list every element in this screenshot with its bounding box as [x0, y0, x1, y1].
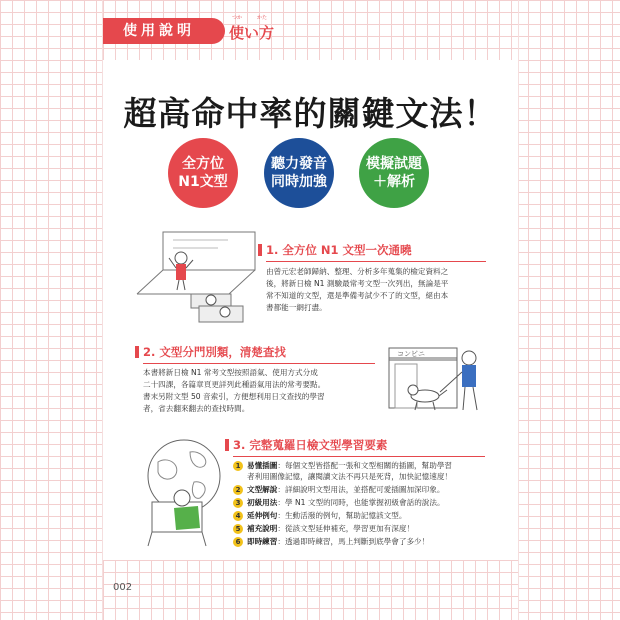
- section-1-heading: 1. 全方位 N1 文型一次通曉: [266, 242, 486, 262]
- list-key: 文型解說: [247, 485, 278, 494]
- list-text: ：透過即時練習，馬上判斷到底學會了多少！: [277, 537, 430, 546]
- badge-listening: [264, 138, 334, 208]
- list-number: 5: [233, 524, 243, 534]
- header-tab: 使用說明: [103, 18, 225, 44]
- section-2-line: 本書將新日檢 N1 常考文型按照語氣、使用方式分成: [143, 368, 318, 377]
- paper-grid-bottom: [103, 560, 518, 620]
- section-1-text: [266, 266, 491, 314]
- list-key: 易懂插圖: [247, 461, 278, 470]
- badge-line2: ＋解析: [373, 174, 415, 190]
- list-item: [233, 484, 444, 496]
- list-item: [233, 523, 414, 535]
- list-item-continued: [247, 471, 452, 483]
- list-key: 初級用法: [247, 498, 278, 507]
- list-text: ：從該文型延伸補充，學習更加有深度！: [277, 524, 415, 533]
- convenience-store-illustration: [385, 330, 495, 420]
- list-number: 4: [233, 511, 243, 521]
- section-1-line: 書都能一網打盡。: [266, 303, 327, 312]
- list-item: [233, 497, 445, 509]
- list-number: 6: [233, 537, 243, 547]
- section-2-line: 者，省去翻來翻去的查找時間。: [143, 404, 250, 413]
- header-subtitle-text: 使い方: [229, 24, 275, 42]
- header-subtitle: [229, 15, 275, 43]
- section-2-line: 書末另附文型 50 音索引，方便想利用日文查找的學習: [143, 392, 325, 401]
- list-item: [233, 536, 429, 548]
- list-text: ：學 N1 文型的同時，也能掌握初級會話的說法。: [277, 498, 445, 507]
- ruby-tsuka: つか: [232, 15, 243, 21]
- classroom-illustration: [133, 228, 263, 328]
- list-number: 1: [233, 461, 243, 471]
- list-text: ：詳細說明文型用法，並搭配可愛插圖加深印象。: [277, 485, 445, 494]
- section-1-line: 後，將新日檢 N1 測驗最常考文型一次列出，無論是平: [266, 279, 449, 288]
- section-2-heading: 2. 文型分門別類，清楚查找: [143, 344, 375, 364]
- page-title: 超高命中率的關鍵文法！: [123, 94, 498, 133]
- store-sign-text: コンビニ: [397, 350, 425, 358]
- badge-all-round: [168, 138, 238, 208]
- list-key: 補充說明: [247, 524, 278, 533]
- list-number: 2: [233, 485, 243, 495]
- section-2-line: 二十四課，各篇章頁更詳列此種語氣用法的常考要點。: [143, 380, 326, 389]
- badge-mock-test: [359, 138, 429, 208]
- list-key: 延伸例句: [247, 511, 278, 520]
- section-1-line: 由曾元宏老師歸納、整理、分析多年蒐集的檢定資料之: [266, 267, 449, 276]
- list-text: 者利用圖像記憶，讓閱讀文法不再只是死背，加快記憶速度！: [247, 472, 453, 481]
- ruby-kata: かた: [257, 15, 268, 21]
- list-text: ：每個文型皆搭配一張和文型相關的插圖，幫助學習: [277, 461, 453, 470]
- globe-student-illustration: [138, 436, 230, 548]
- list-text: ：生動活潑的例句，幫助記憶該文型。: [277, 511, 407, 520]
- section-1-line: 常不知道的文型，還是準備考試少不了的文型，絕由本: [266, 291, 449, 300]
- badge-line1: 模擬試題: [366, 156, 422, 172]
- badge-line1: 全方位: [182, 156, 224, 172]
- section-2-text: [143, 367, 383, 415]
- section-3-heading: 3. 完整蒐羅日檢文型學習要素: [233, 437, 485, 457]
- badge-line2: 同時加強: [271, 174, 327, 190]
- badge-line1: 聽力發音: [271, 156, 327, 172]
- list-number: 3: [233, 498, 243, 508]
- list-key: 即時練習: [247, 537, 278, 546]
- badge-line2: N1文型: [178, 174, 228, 190]
- list-item: [233, 510, 406, 522]
- page-number: 002: [113, 582, 133, 593]
